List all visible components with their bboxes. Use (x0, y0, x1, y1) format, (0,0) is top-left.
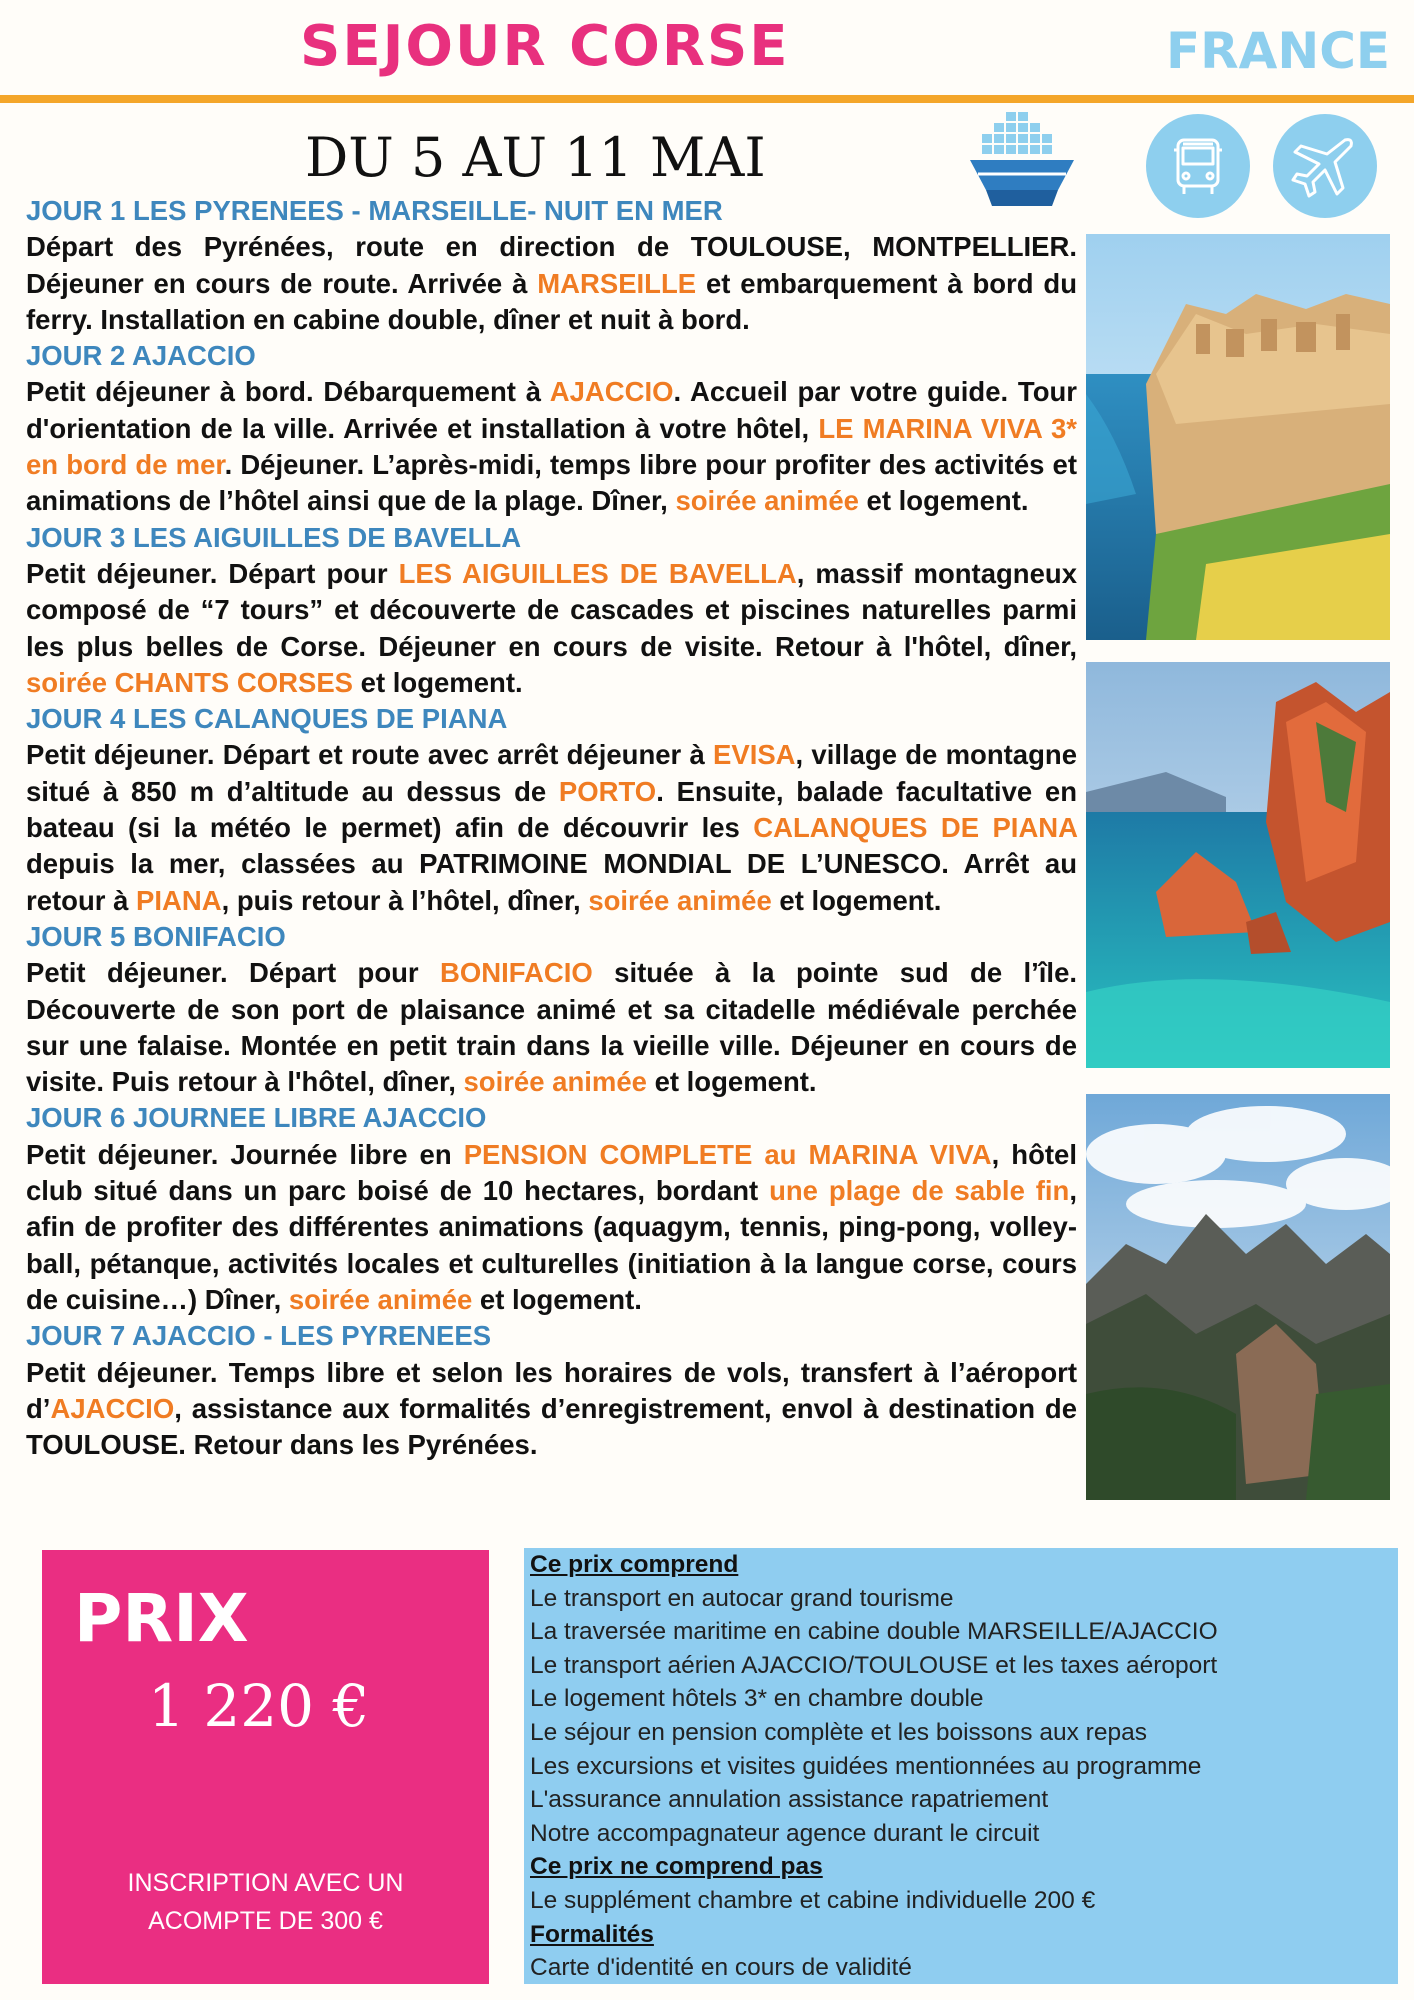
highlight-text: CALANQUES DE PIANA (753, 812, 1077, 844)
body-text: et logement. (771, 884, 942, 916)
price-value: 1 220 € (148, 1672, 370, 1740)
info-item: Notre accompagnateur agence durant le circuit (530, 1819, 1040, 1847)
info-item: Carte d'identité en cours de validité (530, 1954, 912, 1982)
body-text: Petit déjeuner. Temps libre et selon les horaires de vols, transfert à l’aéroport d’ (26, 1356, 1077, 1424)
highlight-text: PORTO (558, 775, 657, 807)
highlight-text: soirée animée (463, 1066, 647, 1098)
highlight-text: soirée CHANTS CORSES (26, 666, 354, 698)
info-item: Les excursions et visites guidées mentionnées au programme (530, 1752, 1202, 1780)
country-label: FRANCE (1166, 22, 1391, 80)
body-text: . Ensuite, balade facultative en bateau (si la météo le permet) afin de découvrir les (26, 775, 1077, 844)
highlight-text: EVISA (713, 739, 796, 771)
photo-bavella-mountains (1086, 1094, 1390, 1500)
body-text: , afin de profiter des différentes animations (aquagym, tennis, ping-pong, volley-ball, pétanque, activités locales et culturelles (initiation à la langue corse, cours de cuisine…) Dîner, (26, 1175, 1077, 1315)
day-description (26, 737, 1077, 918)
body-text: Petit déjeuner. Départ et route avec arrêt déjeuner à (26, 739, 714, 771)
header-divider (0, 95, 1414, 103)
highlight-text: soirée animée (675, 485, 859, 517)
body-text: , massif montagneux composé de “7 tours” et découverte de cascades et piscines naturelles parmi les plus belles de Corse. Déjeuner en cours de visite. Retour à l'hôtel, dîner, (26, 557, 1077, 662)
highlight-text: soirée animée (588, 884, 772, 916)
page-title: SEJOUR CORSE (300, 14, 790, 79)
price-details-box (524, 1548, 1398, 1984)
day-title: JOUR 3 LES AIGUILLES DE BAVELLA (26, 521, 522, 553)
price-details-list (530, 1548, 1218, 1985)
highlight-text: AJACCIO (50, 1392, 175, 1424)
info-item: Le transport aérien AJACCIO/TOULOUSE et les taxes aéroport (530, 1651, 1218, 1679)
day-description (26, 556, 1077, 701)
day-title: JOUR 5 BONIFACIO (26, 920, 286, 952)
price-label: PRIX (74, 1580, 249, 1657)
deposit-note (42, 1864, 489, 1940)
highlight-text: BONIFACIO (440, 957, 593, 989)
photo-calanques-piana (1086, 662, 1390, 1068)
body-text: et logement. (646, 1066, 817, 1098)
day-description (26, 229, 1077, 338)
info-item: Le séjour en pension complète et les boissons aux repas (530, 1718, 1147, 1746)
body-text: Petit déjeuner. Journée libre en (26, 1138, 464, 1170)
body-text: . Déjeuner. L’après-midi, temps libre pour profiter des activités et animations de l’hôtel ainsi que de la plage. Dîner, (26, 449, 1077, 517)
body-text: et logement. (472, 1283, 642, 1315)
day-title: JOUR 2 AJACCIO (26, 340, 256, 372)
price-box (42, 1550, 489, 1984)
day-description (26, 955, 1077, 1100)
body-text: et embarquement à bord du ferry. Installation en cabine double, dîner et nuit à bord. (26, 267, 1077, 335)
body-text: Petit déjeuner à bord. Débarquement à (26, 376, 550, 408)
trip-dates: DU 5 AU 11 MAI (305, 126, 766, 189)
body-text: Petit déjeuner. Départ pour (26, 957, 440, 989)
body-text: Départ des Pyrénées, route en direction de TOULOUSE, MONTPELLIER. Déjeuner en cours de route. Arrivée à (26, 231, 1077, 299)
highlight-text: PIANA (136, 884, 222, 916)
day-description (26, 1137, 1077, 1318)
info-item: Le logement hôtels 3* en chambre double (530, 1685, 984, 1713)
info-item: La traversée maritime en cabine double MARSEILLE/AJACCIO (530, 1618, 1218, 1646)
day-title: JOUR 1 LES PYRENEES - MARSEILLE- NUIT EN MER (26, 195, 723, 226)
body-text: depuis la mer, classées au PATRIMOINE MONDIAL DE L’UNESCO. Arrêt au retour à (26, 848, 1077, 916)
body-text: et logement. (858, 485, 1029, 517)
highlight-text: LES AIGUILLES DE BAVELLA (398, 557, 797, 589)
deposit-line-2: ACOMPTE DE 300 € (148, 1907, 383, 1935)
day-description (26, 1355, 1077, 1464)
deposit-line-1: INSCRIPTION AVEC UN (127, 1869, 404, 1897)
info-item: Le supplément chambre et cabine individuelle 200 € (530, 1886, 1096, 1914)
day-title: JOUR 4 LES CALANQUES DE PIANA (26, 703, 508, 735)
body-text: Petit déjeuner. Départ pour (26, 557, 399, 589)
body-text: , puis retour à l’hôtel, dîner, (221, 884, 589, 916)
highlight-text: une plage de sable fin (769, 1175, 1070, 1207)
day-description (26, 374, 1077, 519)
day-title: JOUR 7 AJACCIO - LES PYRENEES (26, 1320, 492, 1352)
body-text: , village de montagne situé à 850 m d’altitude au dessus de (26, 739, 1077, 807)
body-text: et logement. (353, 666, 523, 698)
body-text: , assistance aux formalités d’enregistrement, envol à destination de TOULOUSE. Retour dans les Pyrénées. (26, 1392, 1077, 1461)
info-item: L'assurance annulation assistance rapatriement (530, 1786, 1049, 1814)
photo-bonifacio-cliffs (1086, 234, 1390, 640)
plane-icon (1273, 114, 1377, 218)
highlight-text: soirée animée (288, 1283, 473, 1315)
info-section-header: Formalités (530, 1920, 654, 1948)
body-text: , hôtel club situé dans un parc boisé de 10 hectares, bordant (26, 1138, 1077, 1207)
itinerary (26, 193, 1077, 1463)
info-section-header: Ce prix comprend (530, 1551, 739, 1578)
highlight-text: PENSION COMPLETE au MARINA VIVA (463, 1138, 992, 1170)
info-item: Le transport en autocar grand tourisme (530, 1584, 954, 1612)
highlight-text: LE MARINA VIVA 3* en bord de mer (26, 412, 1077, 481)
info-section-header: Ce prix ne comprend pas (530, 1853, 823, 1881)
highlight-text: AJACCIO (549, 376, 674, 408)
bus-icon (1146, 114, 1250, 218)
body-text: . Accueil par votre guide. Tour d'orientation de la ville. Arrivée et installation à votre hôtel, (26, 376, 1077, 444)
highlight-text: MARSEILLE (537, 267, 697, 299)
day-title: JOUR 6 JOURNEE LIBRE AJACCIO (26, 1102, 487, 1134)
body-text: située à la pointe sud de l’île. Découverte de son port de plaisance animé et sa citadelle médiévale perchée sur une falaise. Montée en petit train dans la vieille ville. Déjeuner en cours de visite. Puis retour à l'hôtel, dîner, (26, 957, 1077, 1098)
